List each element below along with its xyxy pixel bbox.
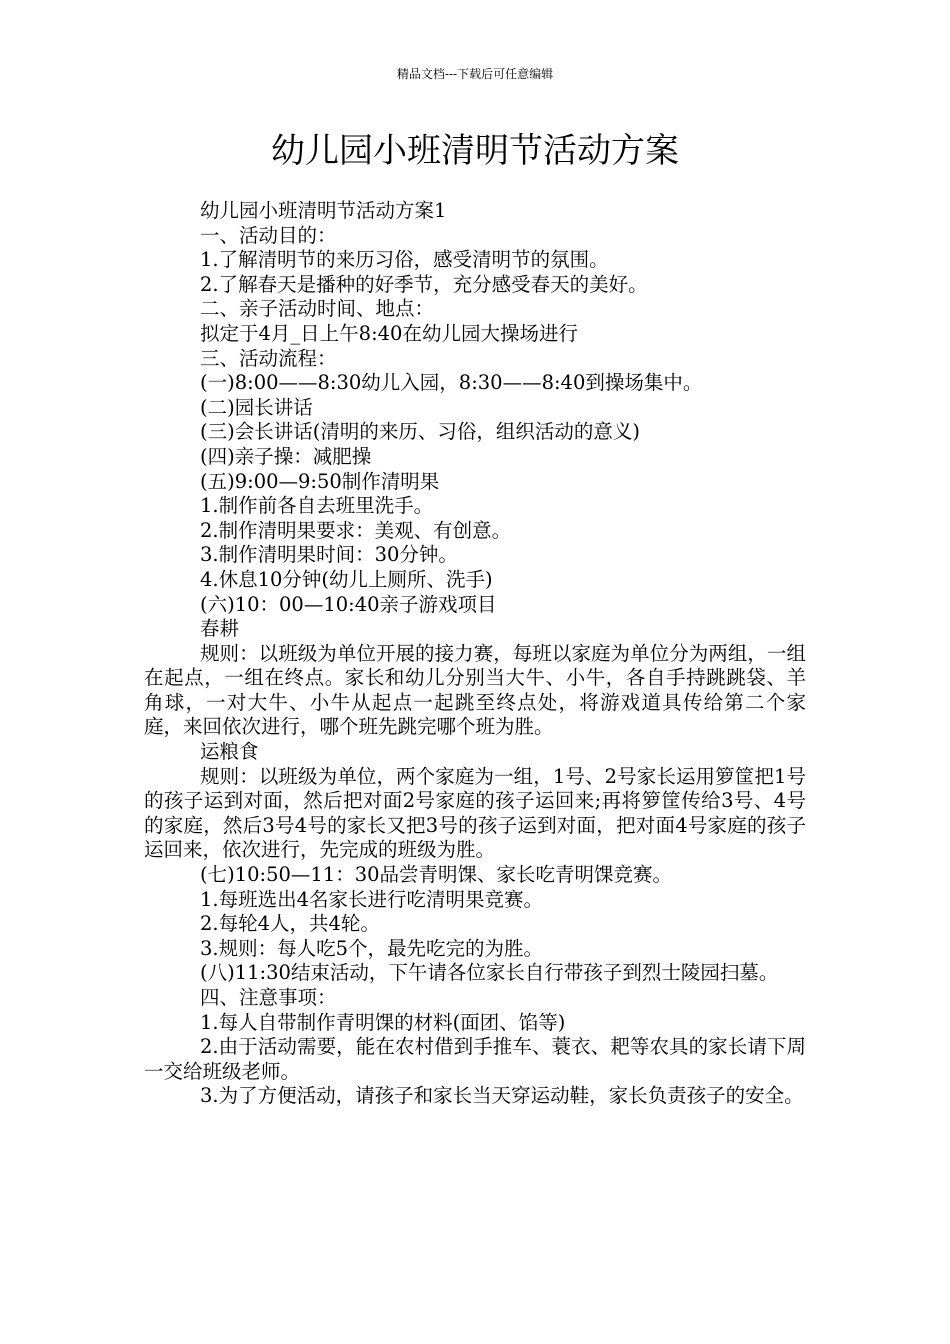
game-rule-paragraph: 规则：以班级为单位，两个家庭为一组，1号、2号家长运用箩筐把1号的孩子运到对面，然后把对面2号家庭的孩子运回来;再将箩筐传给3号、4号的家庭，然后3号4号的家长又把3号的孩子运到对面，把对面4号家庭的孩子运回来，依次进行，先完成的班级为胜。 bbox=[144, 764, 806, 862]
body-line: (二)园长讲话 bbox=[200, 395, 313, 419]
game-title: 运粮食 bbox=[200, 740, 259, 764]
section-heading: 一、活动目的： bbox=[200, 223, 337, 247]
body-line: (三)会长讲话(清明的来历、习俗，组织活动的意义) bbox=[200, 420, 640, 444]
document-body bbox=[144, 199, 806, 1109]
section-heading: 四、注意事项： bbox=[200, 986, 337, 1009]
body-paragraph: (八)11:30结束活动，下午请各位家长自行带孩子到烈士陵园扫墓。 bbox=[200, 961, 779, 985]
game-title: 春耕 bbox=[200, 617, 240, 641]
body-line: (一)8:00——8:30幼儿入园，8:30——8:40到操场集中。 bbox=[200, 371, 703, 395]
game-rule-paragraph: 规则：以班级为单位开展的接力赛，每班以家庭为单位分为两组，一组在起点，一组在终点。家长和幼儿分别当大牛、小牛，各自手持跳跳袋、羊角球，一对大牛、小牛从起点一起跳至终点处，将游戏道具传给第二个家庭，来回依次进行，哪个班先跳完哪个班为胜。 bbox=[144, 641, 806, 739]
body-line: (五)9:00—9:50制作清明果 bbox=[200, 469, 440, 493]
body-line: (七)10:50—11：30品尝青明馃、家长吃青明馃竞赛。 bbox=[200, 863, 673, 887]
body-line: 1.每班选出4名家长进行吃清明果竞赛。 bbox=[200, 887, 544, 911]
body-line: 拟定于4月_日上午8:40在幼儿园大操场进行 bbox=[200, 321, 578, 345]
body-line: (四)亲子操：减肥操 bbox=[200, 444, 372, 468]
body-line: 2.制作清明果要求：美观、有创意。 bbox=[200, 518, 512, 542]
body-line: 3.规则：每人吃5个，最先吃完的为胜。 bbox=[200, 936, 544, 960]
section-heading: 三、活动流程： bbox=[200, 346, 337, 370]
body-line: 1.了解清明节的来历习俗，感受清明节的氛围。 bbox=[200, 248, 609, 272]
document-title: 幼儿园小班清明节活动方案 bbox=[271, 131, 679, 171]
body-line: 2.了解春天是播种的好季节，充分感受春天的美好。 bbox=[200, 272, 648, 296]
body-line: (六)10：00—10:40亲子游戏项目 bbox=[200, 592, 497, 616]
body-line: 1.制作前各自去班里洗手。 bbox=[200, 494, 434, 518]
section-heading: 二、亲子活动时间、地点： bbox=[200, 297, 435, 321]
note-paragraph: 3.为了方便活动，请孩子和家长当天穿运动鞋，家长负责孩子的安全。 bbox=[200, 1084, 804, 1108]
body-line: 2.每轮4人，共4轮。 bbox=[200, 912, 380, 936]
subtitle-line: 幼儿园小班清明节活动方案1 bbox=[200, 199, 447, 222]
body-line: 3.制作清明果时间：30分钟。 bbox=[200, 543, 458, 567]
body-line: 4.休息10分钟(幼儿上厕所、洗手) bbox=[200, 567, 493, 591]
note-paragraph: 2.由于活动需要，能在农村借到手推车、蓑衣、耙等农具的家长请下周一交给班级老师。 bbox=[144, 1035, 806, 1083]
header-note: 精品文档---下载后可任意编辑 bbox=[396, 67, 554, 81]
note-line: 1.每人自带制作青明馃的材料(面团、馅等) bbox=[200, 1010, 566, 1034]
